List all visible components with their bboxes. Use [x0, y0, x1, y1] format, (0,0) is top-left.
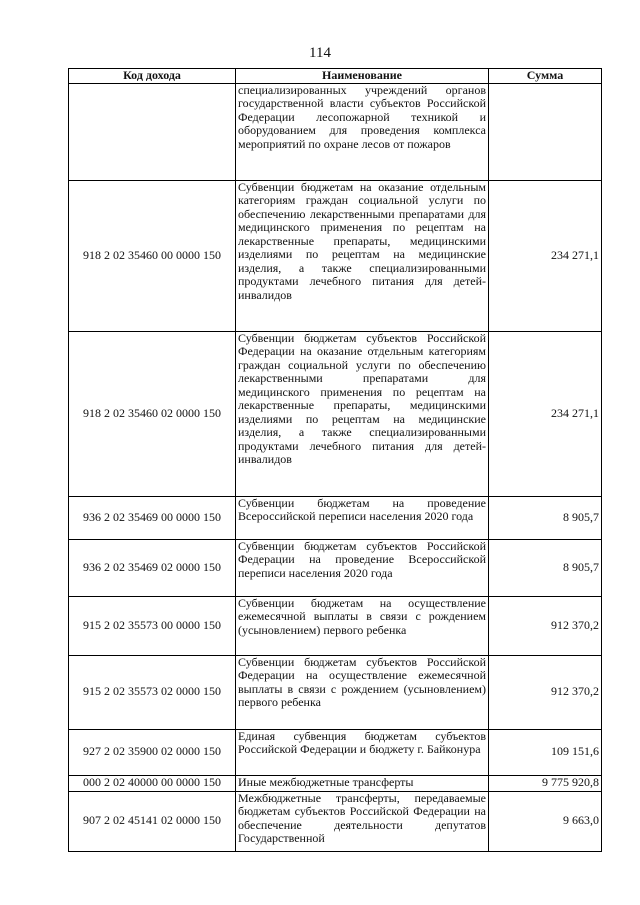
- table-row: [69, 596, 602, 655]
- revenue-sum: 912 370,2: [489, 655, 602, 729]
- revenue-sum: 234 271,1: [489, 331, 602, 496]
- table-row: [69, 496, 602, 539]
- revenue-name: Субвенции бюджетам на проведение Всероссийской переписи населения 2020 года: [236, 496, 489, 539]
- revenue-sum: 8 905,7: [489, 496, 602, 539]
- header-code: Код дохода: [69, 69, 236, 84]
- revenue-sum: 912 370,2: [489, 596, 602, 655]
- revenue-code: 918 2 02 35460 00 0000 150: [69, 180, 236, 331]
- revenue-name: Субвенции бюджетам на осуществление ежемесячной выплаты в связи с рождением (усыновлением) первого ребенка: [236, 596, 489, 655]
- revenue-table: [68, 68, 602, 852]
- revenue-name: Субвенции бюджетам субъектов Российской Федерации на проведение Всероссийской переписи населения 2020 года: [236, 539, 489, 596]
- revenue-sum: 8 905,7: [489, 539, 602, 596]
- table-row: [69, 539, 602, 596]
- revenue-code: 915 2 02 35573 00 0000 150: [69, 596, 236, 655]
- revenue-sum: 234 271,1: [489, 180, 602, 331]
- revenue-sum: 9 775 920,8: [489, 775, 602, 791]
- revenue-code: 918 2 02 35460 02 0000 150: [69, 331, 236, 496]
- table-row: [69, 775, 602, 791]
- table-row: [69, 791, 602, 851]
- revenue-code: 915 2 02 35573 02 0000 150: [69, 655, 236, 729]
- revenue-name: Межбюджетные трансферты, передаваемые бюджетам субъектов Российской Федерации на обеспечение деятельности депутатов Государственной: [236, 791, 489, 851]
- revenue-sum: 109 151,6: [489, 729, 602, 775]
- table-row: [69, 180, 602, 331]
- revenue-name: Единая субвенция бюджетам субъектов Российской Федерации и бюджету г. Байконура: [236, 729, 489, 775]
- page-number: 114: [309, 45, 331, 61]
- table-row: [69, 331, 602, 496]
- table-row: [69, 729, 602, 775]
- revenue-code: [69, 83, 236, 180]
- revenue-name: Субвенции бюджетам на оказание отдельным категориям граждан социальной услуги по обеспечению лекарственными препаратами для медицинского применения по рецептам на лекарственные препараты, медицинскими изделиями по рецептам на медицинские изделия, а также специализированными продуктами лечебного питания для детей-инвалидов: [236, 180, 489, 331]
- table-header-row: [69, 69, 602, 84]
- revenue-code: 936 2 02 35469 00 0000 150: [69, 496, 236, 539]
- revenue-code: 000 2 02 40000 00 0000 150: [69, 775, 236, 791]
- revenue-code: 936 2 02 35469 02 0000 150: [69, 539, 236, 596]
- header-sum: Сумма: [489, 69, 602, 84]
- revenue-name: Субвенции бюджетам субъектов Российской Федерации на осуществление ежемесячной выплаты в связи с рождением (усыновлением) первого ребенка: [236, 655, 489, 729]
- revenue-name: Субвенции бюджетам субъектов Российской Федерации на оказание отдельным категориям граждан социальной услуги по обеспечению лекарственными препаратами для медицинского применения по рецептам на лекарственные препараты, медицинскими изделиями по рецептам на медицинские изделия, а также специализированными продуктами лечебного питания для детей-инвалидов: [236, 331, 489, 496]
- table-row: [69, 83, 602, 180]
- revenue-sum: [489, 83, 602, 180]
- revenue-sum: 9 663,0: [489, 791, 602, 851]
- revenue-name: специализированных учреждений органов государственной власти субъектов Российской Федерации лесопожарной техникой и оборудованием для проведения комплекса мероприятий по охране лесов от пожаров: [236, 83, 489, 180]
- revenue-code: 927 2 02 35900 02 0000 150: [69, 729, 236, 775]
- header-name: Наименование: [236, 69, 489, 84]
- revenue-code: 907 2 02 45141 02 0000 150: [69, 791, 236, 851]
- table-row: [69, 655, 602, 729]
- revenue-name: Иные межбюджетные трансферты: [236, 775, 489, 791]
